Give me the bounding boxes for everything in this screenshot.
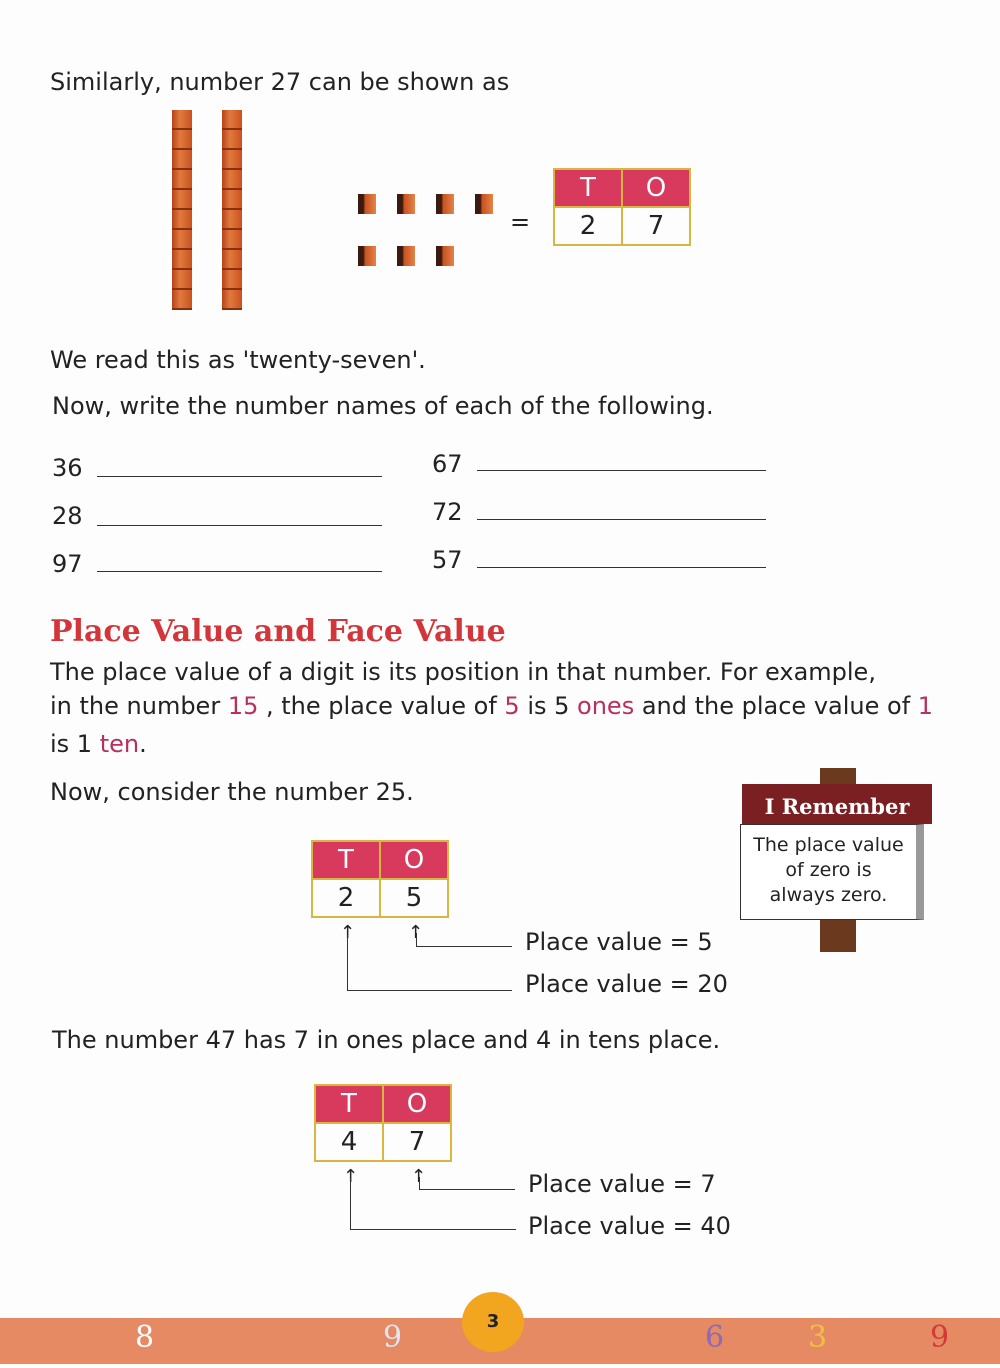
arrow-line — [350, 1178, 351, 1230]
number47-text: The number 47 has 7 in ones place and 4 in tens place. — [52, 1026, 721, 1054]
exercise-number: 67 — [432, 450, 463, 478]
tens-value: 4 — [315, 1123, 383, 1161]
header-ones: O — [380, 841, 448, 879]
answer-line[interactable] — [477, 567, 766, 568]
exercise-number: 28 — [52, 502, 83, 530]
footer-digit: 6 — [705, 1320, 725, 1355]
paragraph-line: The place value of a digit is its position in that number. For example, — [50, 658, 876, 686]
sign-text: always zero. — [769, 884, 888, 906]
equals-sign: = — [510, 208, 531, 236]
header-tens: T — [312, 841, 380, 879]
place-value-table-27 — [553, 168, 691, 246]
exercise-number: 36 — [52, 454, 83, 482]
answer-line[interactable] — [477, 519, 766, 520]
place-value-ones: Place value = 7 — [528, 1170, 716, 1198]
paragraph-line: is 1 ten. — [50, 730, 147, 758]
ones-cube — [358, 194, 376, 214]
sign-title: I Remember — [742, 784, 932, 824]
tens-value: 2 — [554, 207, 622, 245]
arrow-line — [416, 933, 417, 947]
place-value-table-25 — [311, 840, 449, 918]
footer-digit: 9 — [383, 1320, 403, 1355]
sign-text: The place value — [753, 834, 904, 856]
ones-cube — [436, 246, 454, 266]
footer-digit: 9 — [930, 1320, 950, 1355]
i-remember-signpost — [740, 768, 936, 952]
arrow-line — [419, 1189, 515, 1190]
arrow-line — [347, 990, 512, 991]
arrow-up-icon: ↑ — [408, 922, 424, 943]
arrow-line — [416, 946, 512, 947]
consider-text: Now, consider the number 25. — [50, 778, 414, 806]
header-tens: T — [315, 1085, 383, 1123]
ones-cube — [475, 194, 493, 214]
page-number: 3 — [462, 1292, 524, 1352]
ones-cube — [358, 246, 376, 266]
answer-line[interactable] — [97, 476, 382, 477]
arrow-up-icon: ↑ — [340, 922, 356, 943]
section-title: Place Value and Face Value — [50, 614, 506, 649]
footer-digit: 8 — [135, 1320, 155, 1355]
answer-line[interactable] — [97, 525, 382, 526]
ones-cube — [397, 246, 415, 266]
tens-value: 2 — [312, 879, 380, 917]
header-tens: T — [554, 169, 622, 207]
read-as-text: We read this as 'twenty-seven'. — [50, 346, 426, 374]
tens-rod — [172, 110, 192, 310]
instruction-text: Now, write the number names of each of the following. — [52, 392, 714, 420]
footer-digit: 3 — [808, 1320, 828, 1355]
arrow-line — [347, 935, 348, 991]
intro-text: Similarly, number 27 can be shown as — [50, 68, 510, 96]
sign-body — [740, 824, 924, 920]
ones-cube — [397, 194, 415, 214]
answer-line[interactable] — [477, 470, 766, 471]
place-value-ones: Place value = 5 — [525, 928, 713, 956]
ones-cube — [436, 194, 454, 214]
paragraph-line: in the number 15 , the place value of 5 is 5 ones and the place value of 1 — [50, 692, 934, 720]
ones-value: 7 — [622, 207, 690, 245]
place-value-tens: Place value = 40 — [528, 1212, 731, 1240]
sign-text: of zero is — [785, 859, 872, 881]
exercise-number: 57 — [432, 546, 463, 574]
arrow-line — [350, 1229, 516, 1230]
exercise-number: 72 — [432, 498, 463, 526]
exercise-number: 97 — [52, 550, 83, 578]
tens-rod — [222, 110, 242, 310]
ones-value: 7 — [383, 1123, 451, 1161]
place-value-tens: Place value = 20 — [525, 970, 728, 998]
arrow-up-icon: ↑ — [411, 1166, 427, 1187]
ones-value: 5 — [380, 879, 448, 917]
place-value-table-47 — [314, 1084, 452, 1162]
header-ones: O — [622, 169, 690, 207]
arrow-up-icon: ↑ — [343, 1166, 359, 1187]
header-ones: O — [383, 1085, 451, 1123]
answer-line[interactable] — [97, 571, 382, 572]
